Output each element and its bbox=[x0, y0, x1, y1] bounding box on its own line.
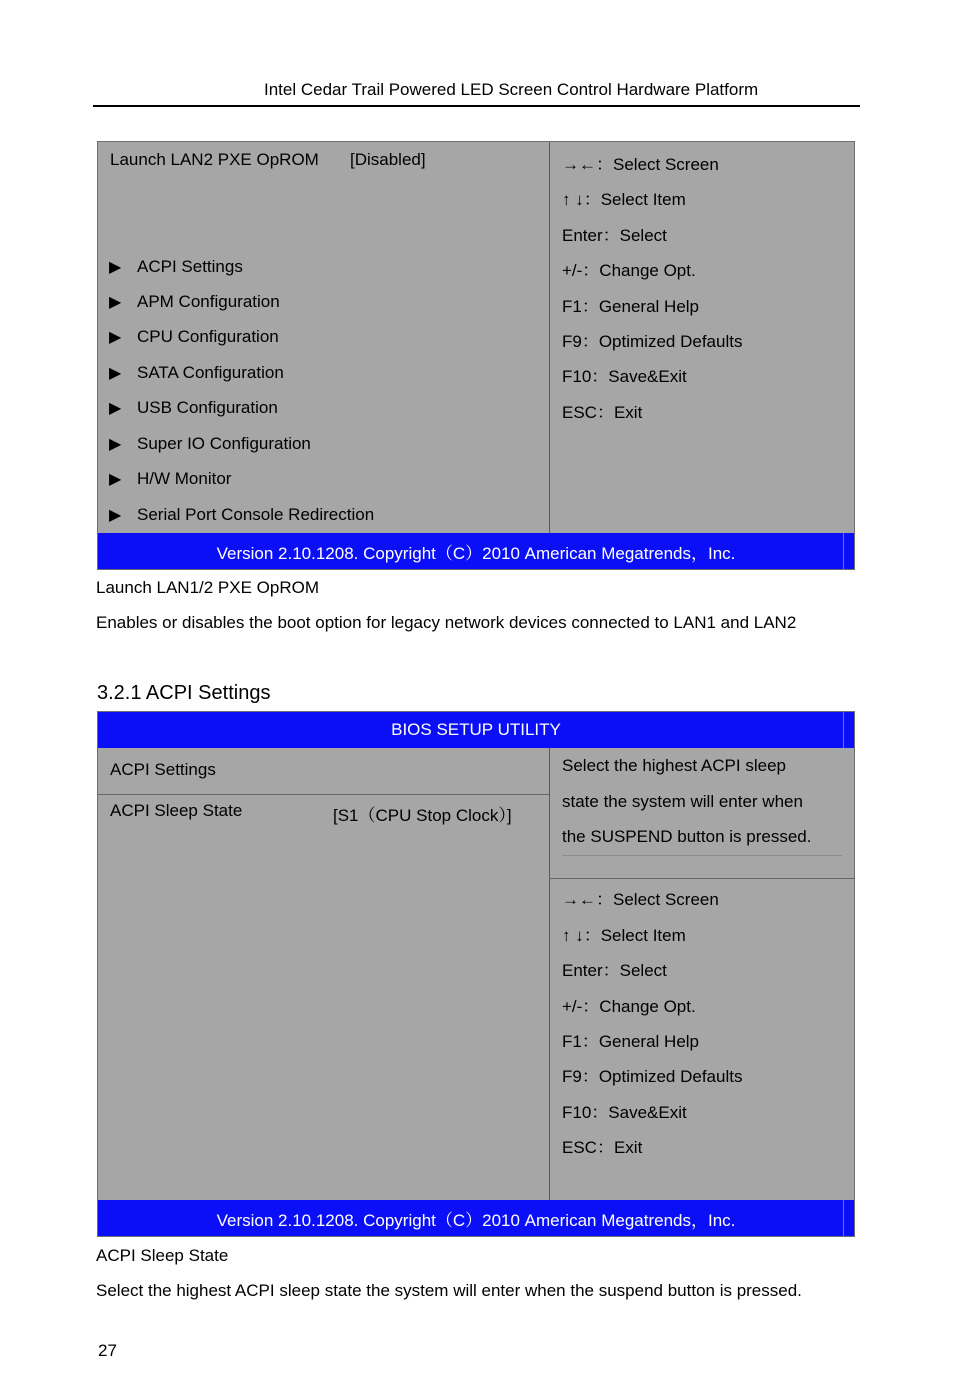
help-key-change-opt: +/-：Change Opt. bbox=[562, 261, 696, 280]
help-description-line-3: the SUSPEND button is pressed. bbox=[562, 827, 812, 846]
help-key-esc: ESC：Exit bbox=[562, 403, 643, 422]
submenu-arrow-icon: ▶ bbox=[109, 400, 122, 417]
help-description-line-2: state the system will enter when bbox=[562, 792, 803, 811]
help-key-enter: Enter：Select bbox=[562, 961, 667, 980]
submenu-arrow-icon: ▶ bbox=[109, 471, 122, 488]
help-key-enter: Enter：Select bbox=[562, 226, 667, 245]
help-key-f1: F1：General Help bbox=[562, 1032, 700, 1051]
menu-item-serial-port-console-redirection[interactable]: Serial Port Console Redirection bbox=[137, 505, 375, 524]
submenu-arrow-icon: ▶ bbox=[109, 365, 122, 382]
bios-left-pane bbox=[98, 748, 550, 1200]
desc-title-lan-pxe: Launch LAN1/2 PXE OpROM bbox=[96, 578, 320, 597]
acpi-settings-heading: ACPI Settings bbox=[110, 760, 216, 779]
bios-title-text: BIOS SETUP UTILITY bbox=[391, 720, 561, 739]
menu-item-apm-configuration[interactable]: APM Configuration bbox=[137, 292, 280, 311]
help-description-line-1: Select the highest ACPI sleep bbox=[562, 756, 786, 775]
help-key-select-screen: →←：Select Screen bbox=[562, 155, 719, 174]
setting-lan2-pxe-label[interactable]: Launch LAN2 PXE OpROM bbox=[110, 150, 319, 169]
help-underline bbox=[562, 855, 842, 856]
submenu-arrow-icon: ▶ bbox=[109, 294, 122, 311]
help-key-f9: F9：Optimized Defaults bbox=[562, 332, 743, 351]
footer-divider bbox=[843, 1200, 844, 1236]
menu-item-usb-configuration[interactable]: USB Configuration bbox=[137, 398, 278, 417]
submenu-arrow-icon: ▶ bbox=[109, 507, 122, 524]
desc-text-acpi-sleep-state: Select the highest ACPI sleep state the system will enter when the suspend button is pressed. bbox=[96, 1281, 802, 1300]
setting-acpi-sleep-state-label[interactable]: ACPI Sleep State bbox=[110, 801, 243, 820]
bios-help-pane bbox=[550, 748, 855, 1200]
bios-version-footer bbox=[98, 1200, 854, 1236]
bios-version-footer bbox=[98, 533, 854, 569]
bios-screen-main bbox=[97, 141, 855, 570]
help-key-f9: F9：Optimized Defaults bbox=[562, 1067, 743, 1086]
menu-item-super-io-configuration[interactable]: Super IO Configuration bbox=[137, 434, 311, 453]
menu-item-acpi-settings[interactable]: ACPI Settings bbox=[137, 257, 243, 276]
footer-divider bbox=[843, 533, 844, 569]
page-header-title: Intel Cedar Trail Powered LED Screen Control Hardware Platform bbox=[264, 80, 759, 99]
help-divider bbox=[550, 878, 855, 879]
help-key-f1: F1：General Help bbox=[562, 297, 700, 316]
submenu-arrow-icon: ▶ bbox=[109, 329, 122, 346]
help-key-f10: F10：Save&Exit bbox=[562, 367, 687, 386]
help-key-select-item: ↑ ↓：Select Item bbox=[562, 190, 686, 209]
help-key-select-item: ↑ ↓：Select Item bbox=[562, 926, 686, 945]
bios-title-bar bbox=[98, 712, 854, 748]
page-number: 27 bbox=[98, 1341, 117, 1360]
header-rule bbox=[93, 105, 860, 107]
setting-acpi-sleep-state-value[interactable]: [S1（CPU Stop Clock）] bbox=[333, 806, 512, 825]
help-key-esc: ESC：Exit bbox=[562, 1138, 643, 1157]
section-title: 3.2.1 ACPI Settings bbox=[97, 682, 271, 704]
bios-left-pane bbox=[98, 142, 550, 533]
menu-item-hw-monitor[interactable]: H/W Monitor bbox=[137, 469, 232, 488]
bios-screen-acpi bbox=[97, 711, 855, 1237]
version-text: Version 2.10.1208. Copyright（C）2010 American Megatrends，Inc. bbox=[216, 1210, 736, 1230]
help-key-select-screen: →←：Select Screen bbox=[562, 890, 719, 909]
submenu-arrow-icon: ▶ bbox=[109, 436, 122, 453]
menu-item-sata-configuration[interactable]: SATA Configuration bbox=[137, 363, 284, 382]
desc-title-acpi-sleep-state: ACPI Sleep State bbox=[96, 1246, 229, 1265]
menu-item-cpu-configuration[interactable]: CPU Configuration bbox=[137, 327, 279, 346]
submenu-arrow-icon: ▶ bbox=[109, 259, 122, 276]
help-key-f10: F10：Save&Exit bbox=[562, 1103, 687, 1122]
heading-divider bbox=[98, 794, 549, 795]
setting-lan2-pxe-value[interactable]: [Disabled] bbox=[350, 150, 426, 169]
version-text: Version 2.10.1208. Copyright（C）2010 American Megatrends，Inc. bbox=[216, 543, 736, 563]
desc-text-lan-pxe: Enables or disables the boot option for legacy network devices connected to LAN1 and LAN2 bbox=[96, 613, 797, 632]
titlebar-divider bbox=[843, 712, 844, 748]
help-key-change-opt: +/-：Change Opt. bbox=[562, 997, 696, 1016]
